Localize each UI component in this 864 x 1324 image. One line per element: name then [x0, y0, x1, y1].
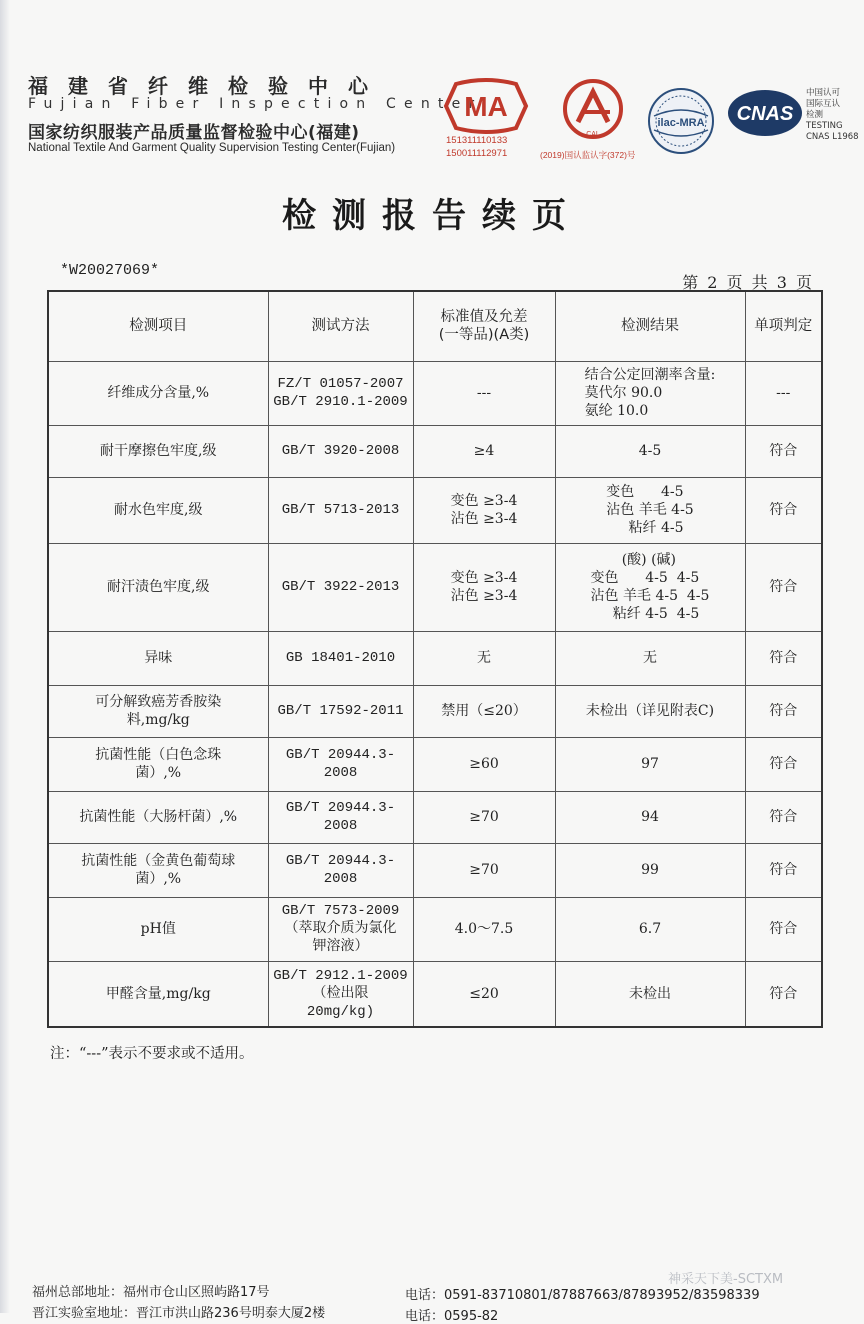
cell-result-line: 94: [641, 809, 659, 825]
table-row: [48, 897, 822, 961]
cell-item: [48, 897, 268, 961]
cell-method-content: [272, 375, 410, 411]
header-standard-line: (一等品)(A类): [438, 327, 530, 344]
cell-judgement: 符合: [745, 843, 822, 897]
cell-method-content: [272, 649, 410, 667]
cell-result-line: 莫代尔 90.0: [584, 385, 663, 401]
cell-method-content: [272, 799, 410, 835]
cell-judgement: ---: [745, 361, 822, 425]
cell-result-line: 4-5: [638, 443, 662, 459]
cell-method: [268, 843, 413, 897]
cell-item-line: 菌）,%: [135, 765, 182, 781]
cell-standard-content: [417, 384, 552, 402]
cnas-logo: [726, 88, 804, 138]
cell-result-line: 6.7: [638, 921, 662, 937]
cell-standard-line: 变色 ≥3-4: [450, 570, 518, 586]
cell-item-content: [52, 985, 265, 1003]
cell-standard: [413, 685, 555, 737]
cell-judgement: 符合: [745, 425, 822, 477]
cell-method-line: GB/T 3922-2013: [281, 579, 400, 595]
cell-method-line: GB/T 2910.1-2009: [273, 394, 408, 410]
cell-standard-line: 沾色 ≥3-4: [450, 511, 518, 527]
cell-method-line: 钾溶液）: [312, 939, 369, 955]
cell-method-content: [272, 501, 410, 519]
cell-result-line: 结合公定回潮率含量:: [584, 367, 716, 383]
cell-result-content: [591, 551, 710, 623]
header-judgement: 单项判定: [745, 291, 822, 361]
cell-method-line: FZ/T 01057-2007: [277, 376, 404, 392]
cell-standard: [413, 843, 555, 897]
cell-result-line: 沾色 羊毛 4-5 4-5: [590, 588, 710, 604]
cell-result: [555, 631, 745, 685]
cma-number-1: 151311110133: [446, 135, 508, 146]
cell-method: [268, 425, 413, 477]
cell-method-content: [272, 967, 410, 1021]
ilac-logo-text: ilac-MRA: [657, 117, 705, 129]
cell-standard: [413, 961, 555, 1027]
header-standard-line: 标准值及允差: [440, 309, 528, 326]
table-row: [48, 631, 822, 685]
cell-method-content: [272, 746, 410, 782]
cell-standard-content: [417, 702, 552, 720]
cell-standard-line: ---: [476, 385, 492, 401]
cell-result-line: 粘纤 4-5 4-5: [590, 606, 700, 622]
cell-result-line: 未检出（详见附表C): [585, 703, 715, 719]
cell-standard-line: ≥4: [473, 443, 495, 459]
cell-result-line: 氨纶 10.0: [584, 403, 649, 419]
cell-method-line: GB/T 5713-2013: [281, 502, 400, 518]
header-item: 检测项目: [48, 291, 268, 361]
cell-result-content: [559, 702, 742, 720]
table-row: [48, 791, 822, 843]
cnas-caption-line: CNAS L1968: [806, 132, 859, 142]
cell-item: [48, 737, 268, 791]
cell-method-content: [272, 442, 410, 460]
cell-method-line: GB/T 20944.3-: [285, 800, 396, 816]
cell-method: [268, 631, 413, 685]
table-note: 注：“---”表示不要求或不适用。: [50, 1046, 254, 1062]
cell-standard-content: [417, 985, 552, 1003]
cell-result: [555, 843, 745, 897]
cell-result-line: 99: [641, 862, 659, 878]
cell-item: [48, 425, 268, 477]
cell-standard: [413, 543, 555, 631]
cell-result: [555, 737, 745, 791]
cell-method-content: [272, 578, 410, 596]
table-row: [48, 843, 822, 897]
table-row: [48, 961, 822, 1027]
cell-standard-line: ≤20: [469, 985, 499, 1002]
cell-standard-line: 禁用（≤20）: [441, 703, 527, 719]
cell-result-line: 变色 4-5 4-5: [590, 570, 700, 586]
cell-standard-content: [417, 649, 552, 667]
cell-result-line: 沾色 羊毛 4-5: [606, 502, 694, 518]
cell-method-line: GB/T 2912.1-2009: [273, 967, 408, 984]
cell-result-line: 无: [643, 650, 657, 666]
cnas-caption-line: 国际互认: [806, 99, 841, 109]
cell-standard-content: [417, 808, 552, 826]
cell-item-line: 抗菌性能（大肠杆菌）,%: [79, 809, 238, 825]
cell-method: [268, 477, 413, 543]
cell-judgement: 符合: [745, 897, 822, 961]
cell-method-line: GB/T 20944.3-: [285, 747, 396, 763]
cell-item-content: [52, 693, 265, 729]
cell-method: [268, 791, 413, 843]
cell-standard-line: ≥70: [469, 862, 499, 878]
cell-method-line: 2008: [323, 871, 358, 887]
cell-item-content: [52, 746, 265, 782]
cell-method-line: 20mg/kg): [306, 1003, 375, 1020]
cell-item-content: [52, 808, 265, 826]
cell-item-content: [52, 578, 265, 596]
cell-method-content: [272, 902, 410, 956]
cell-standard-line: 4.0～7.5: [454, 921, 514, 937]
cell-result-content: [559, 649, 742, 667]
cell-result: [555, 791, 745, 843]
cell-item-line: 抗菌性能（金黄色葡萄球: [81, 853, 236, 869]
cell-standard-content: [417, 569, 552, 605]
cell-item: [48, 543, 268, 631]
cell-item: [48, 961, 268, 1027]
cell-judgement: 符合: [745, 685, 822, 737]
cell-method-line: GB/T 17592-2011: [277, 703, 404, 719]
cell-standard-line: ≥60: [469, 756, 499, 772]
table-row: [48, 737, 822, 791]
cell-method: [268, 897, 413, 961]
watermark: 神采天下美-SCTXM: [668, 1272, 784, 1287]
cal-logo-text: CAL: [586, 131, 600, 138]
cell-result-line: 变色 4-5: [606, 484, 684, 500]
footer-address-hq: 福州总部地址：福州市仓山区照屿路17号: [32, 1285, 270, 1300]
cell-judgement: 符合: [745, 631, 822, 685]
cell-standard: [413, 897, 555, 961]
header-standard: [413, 291, 555, 361]
cell-method: [268, 961, 413, 1027]
cell-judgement: 符合: [745, 543, 822, 631]
cell-result-content: [606, 483, 693, 537]
table-row: [48, 477, 822, 543]
cell-item-line: 可分解致癌芳香胺染: [95, 694, 222, 710]
page-indicator: 第 2 页 共 3 页: [682, 273, 814, 292]
cell-result-content: [559, 861, 742, 879]
cell-item-content: [52, 649, 265, 667]
cell-judgement: 符合: [745, 961, 822, 1027]
cell-standard: [413, 425, 555, 477]
cell-standard-content: [417, 442, 552, 460]
cell-standard-content: [417, 861, 552, 879]
cma-number-2: 150011112971: [446, 148, 508, 159]
cell-result-content: [559, 985, 742, 1003]
cell-result-content: [585, 366, 716, 420]
table-row: [48, 685, 822, 737]
cell-result: [555, 477, 745, 543]
cell-item: [48, 361, 268, 425]
cell-standard-content: [417, 920, 552, 938]
cell-item-line: 异味: [144, 650, 173, 666]
cell-method: [268, 543, 413, 631]
cell-result-line: 粘纤 4-5: [606, 520, 684, 536]
cma-logo: [442, 78, 530, 134]
cell-method: [268, 361, 413, 425]
footer-phone-lab: 电话：0595-82: [405, 1309, 499, 1324]
cell-item: [48, 791, 268, 843]
cell-item: [48, 477, 268, 543]
cell-result: [555, 543, 745, 631]
cnas-logo-text: CNAS: [736, 103, 794, 125]
cell-item-line: 料,mg/kg: [126, 712, 190, 728]
cell-method-line: GB 18401-2010: [285, 650, 396, 666]
cell-item-content: [52, 501, 265, 519]
cell-result: [555, 897, 745, 961]
cell-standard: [413, 791, 555, 843]
cell-standard-content: [417, 755, 552, 773]
cell-result-content: [559, 442, 742, 460]
cell-standard: [413, 737, 555, 791]
cell-result: [555, 361, 745, 425]
cell-item-line: 甲醛含量,mg/kg: [105, 985, 211, 1002]
cell-item-content: [52, 442, 265, 460]
cell-standard: [413, 361, 555, 425]
cell-item-line: 耐汗渍色牢度,级: [107, 579, 210, 595]
cell-result-line: 97: [641, 756, 659, 772]
cell-item-line: pH值: [140, 921, 176, 937]
cell-method-line: 2008: [323, 765, 358, 781]
cell-judgement: 符合: [745, 477, 822, 543]
ilac-mra-logo: [646, 86, 716, 156]
cell-method-line: GB/T 20944.3-: [285, 853, 396, 869]
cell-standard: [413, 477, 555, 543]
footer-address-lab: 晋江实验室地址：晋江市洪山路236号明泰大厦2楼: [32, 1306, 326, 1321]
cnas-caption-line: TESTING: [806, 121, 843, 131]
cnas-caption-line: 中国认可: [806, 88, 841, 98]
cell-result-line: 未检出: [629, 985, 671, 1002]
cal-number: (2019)国认监认字(372)号: [540, 150, 636, 160]
cell-result: [555, 425, 745, 477]
cell-item-content: [52, 852, 265, 888]
table-header-row: [48, 291, 822, 361]
cell-item-line: 耐干摩擦色牢度,级: [100, 443, 217, 459]
cell-item: [48, 631, 268, 685]
results-table: [47, 290, 823, 1028]
cell-item: [48, 843, 268, 897]
cell-judgement: 符合: [745, 737, 822, 791]
cell-standard-line: ≥70: [469, 809, 499, 825]
cell-method: [268, 685, 413, 737]
header-method: 测试方法: [268, 291, 413, 361]
cell-standard-line: 沾色 ≥3-4: [450, 588, 518, 604]
table-row: [48, 425, 822, 477]
cell-method-line: 2008: [323, 818, 358, 834]
table-row: [48, 361, 822, 425]
national-center-cn: 国家纺织服装产品质量监督检验中心(福建): [28, 123, 360, 143]
cell-method-content: [272, 852, 410, 888]
cma-logo-text: MA: [464, 91, 508, 122]
footer-phone-hq: 电话：0591-83710801/87887663/87893952/83598339: [405, 1288, 760, 1303]
cell-method-line: （萃取介质为氯化: [284, 921, 397, 937]
cell-method-line: GB/T 3920-2008: [281, 443, 400, 459]
cell-result: [555, 685, 745, 737]
cell-method-content: [272, 702, 410, 720]
cell-result-content: [559, 920, 742, 938]
cell-judgement: 符合: [745, 791, 822, 843]
cell-item-line: 抗菌性能（白色念珠: [95, 747, 222, 763]
table-row: [48, 543, 822, 631]
org-name-cn: 福建省纤维检验中心: [28, 74, 388, 98]
cell-standard: [413, 631, 555, 685]
cnas-caption-line: 检测: [806, 110, 824, 120]
cell-item-content: [52, 384, 265, 402]
cell-method: [268, 737, 413, 791]
national-center-en: National Textile And Garment Quality Supervision Testing Center(Fujian): [28, 142, 396, 154]
cell-item-line: 纤维成分含量,%: [107, 385, 210, 401]
cnas-caption: [806, 88, 859, 143]
report-number: *W20027069*: [60, 262, 160, 279]
cell-item-content: [52, 920, 265, 938]
cell-item-line: 菌）,%: [135, 871, 182, 887]
cell-standard-line: 无: [477, 650, 491, 666]
cell-result: [555, 961, 745, 1027]
cell-result-content: [559, 755, 742, 773]
header-result: 检测结果: [555, 291, 745, 361]
cell-standard-content: [417, 492, 552, 528]
report-title: 检测报告续页: [282, 196, 582, 236]
cal-logo: [556, 78, 630, 140]
cell-item: [48, 685, 268, 737]
cell-item-line: 耐水色牢度,级: [114, 502, 203, 518]
org-name-en: Fujian Fiber Inspection Center: [28, 96, 483, 112]
cell-result-content: [559, 808, 742, 826]
cell-method-line: （检出限: [312, 985, 369, 1002]
cell-method-line: GB/T 7573-2009: [281, 903, 400, 919]
cell-standard-line: 变色 ≥3-4: [450, 493, 518, 509]
cell-result-line: (酸) (碱): [590, 552, 676, 568]
